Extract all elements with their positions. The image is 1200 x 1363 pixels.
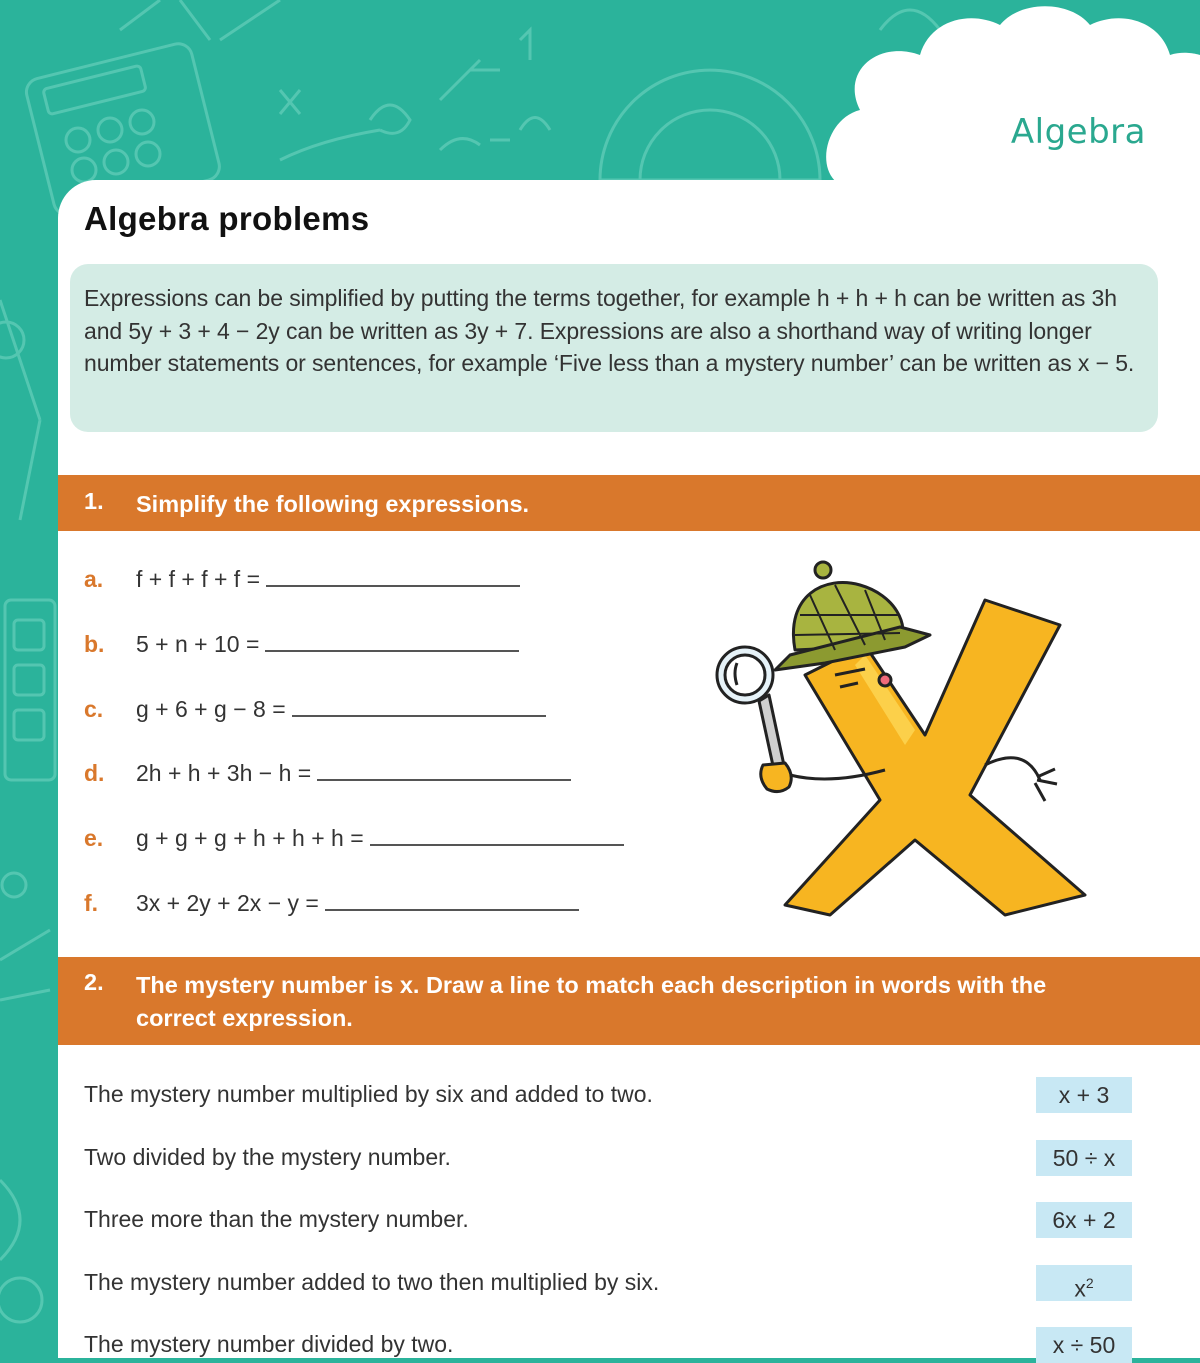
expression-text: x ÷ 50 bbox=[1052, 1332, 1116, 1358]
question-expression: g + 6 + g − 8 = bbox=[136, 696, 286, 722]
match-row-1 bbox=[84, 1077, 1114, 1113]
expression-box[interactable] bbox=[1036, 1265, 1132, 1301]
subject-tag: Algebra bbox=[1010, 112, 1146, 152]
gear-tab-shape bbox=[800, 0, 1200, 190]
question-letter: a. bbox=[84, 566, 104, 592]
match-row-3 bbox=[84, 1202, 1114, 1238]
match-description: The mystery number divided by two. bbox=[84, 1331, 454, 1357]
answer-line[interactable] bbox=[370, 843, 624, 846]
section-1-instruction: Simplify the following expressions. bbox=[136, 491, 530, 517]
question-letter: e. bbox=[84, 825, 104, 851]
match-row-2 bbox=[84, 1140, 1114, 1176]
detective-x-mascot-illustration bbox=[715, 555, 1095, 925]
expression-superscript: 2 bbox=[1085, 1275, 1094, 1291]
expression-box[interactable] bbox=[1036, 1140, 1132, 1176]
question-expression: 5 + n + 10 = bbox=[136, 631, 260, 657]
intro-text: Expressions can be simplified by putting the terms together, for example h + h + h can be written as 3h and 5y + 3 + 4 − 2y can be written as 3y + 7. Expressions are also a shorthand way of writing longer number statements or sentences, for example ‘Five less than a mystery number’ can be written as x − 5. bbox=[84, 285, 1135, 376]
question-letter: d. bbox=[84, 760, 105, 786]
expression-box[interactable] bbox=[1036, 1202, 1132, 1238]
question-letter: f. bbox=[84, 890, 99, 916]
section-2-number: 2. bbox=[84, 969, 104, 995]
question-expression: g + g + g + h + h + h = bbox=[136, 825, 364, 851]
answer-line[interactable] bbox=[265, 649, 519, 652]
question-expression: f + f + f + f = bbox=[136, 566, 261, 592]
question-expression: 2h + h + 3h − h = bbox=[136, 760, 312, 786]
question-letter: c. bbox=[84, 696, 104, 722]
question-letter: b. bbox=[84, 631, 105, 657]
expression-text: x bbox=[1074, 1275, 1086, 1302]
expression-text: x + 3 bbox=[1058, 1082, 1110, 1108]
answer-line[interactable] bbox=[325, 908, 579, 911]
match-description: The mystery number added to two then multiplied by six. bbox=[84, 1269, 660, 1295]
page-title: Algebra problems bbox=[84, 200, 370, 237]
expression-box[interactable] bbox=[1036, 1077, 1132, 1113]
match-row-4 bbox=[84, 1265, 1114, 1301]
intro-box bbox=[70, 264, 1158, 432]
expression-text: 50 ÷ x bbox=[1052, 1145, 1116, 1171]
section-1-header bbox=[58, 475, 1200, 531]
match-description: Three more than the mystery number. bbox=[84, 1206, 469, 1232]
answer-line[interactable] bbox=[292, 714, 546, 717]
match-description: The mystery number multiplied by six and added to two. bbox=[84, 1081, 653, 1107]
expression-text: 6x + 2 bbox=[1052, 1207, 1116, 1233]
section-2-instruction: The mystery number is x. Draw a line to match each description in words with the correct expression. bbox=[136, 972, 1047, 1031]
answer-line[interactable] bbox=[317, 778, 571, 781]
answer-line[interactable] bbox=[266, 584, 520, 587]
section-1-number: 1. bbox=[84, 488, 104, 514]
match-description: Two divided by the mystery number. bbox=[84, 1144, 451, 1170]
section-2-header bbox=[58, 957, 1200, 1045]
question-expression: 3x + 2y + 2x − y = bbox=[136, 890, 319, 916]
